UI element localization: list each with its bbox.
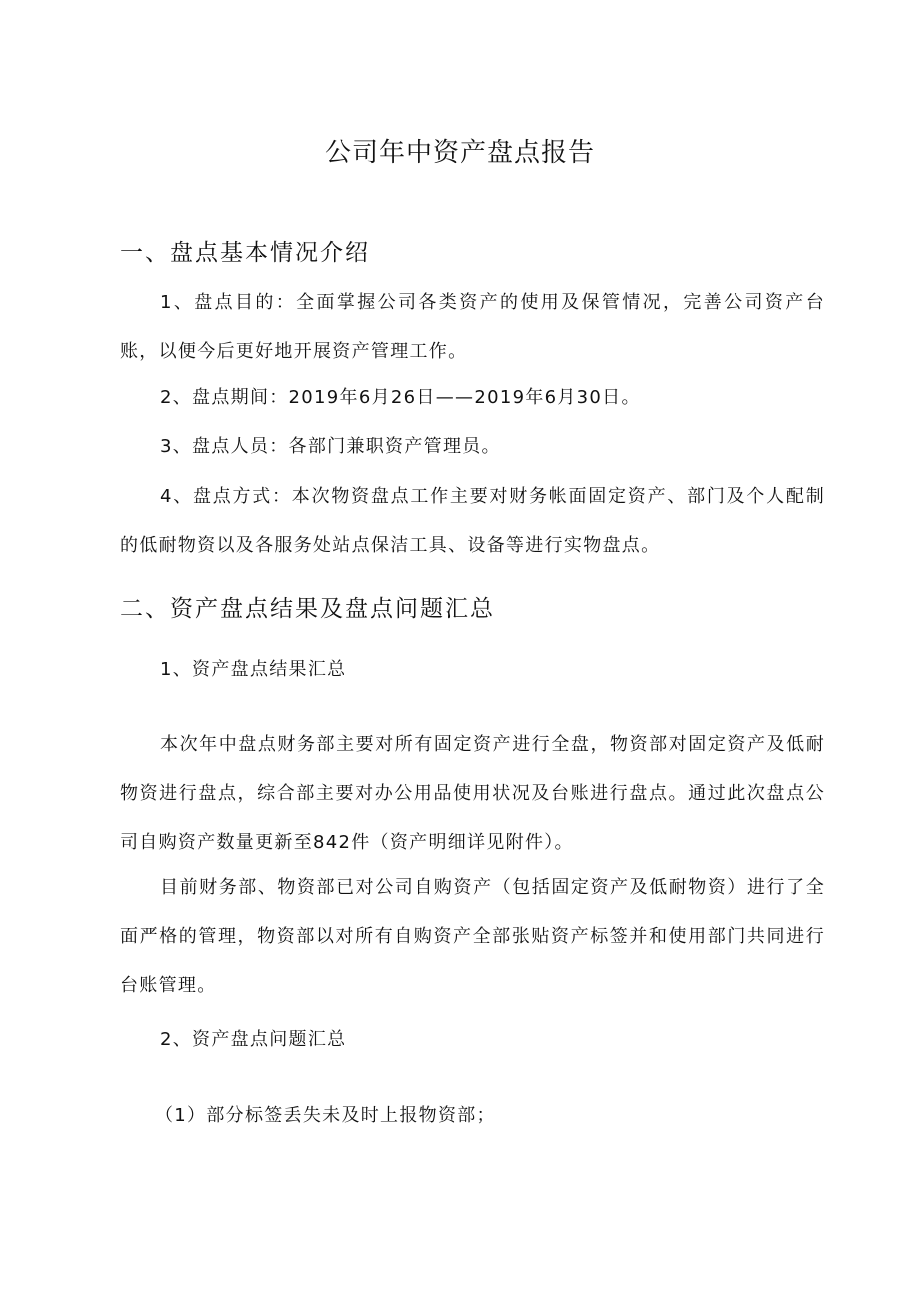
section-2-heading: 二、资产盘点结果及盘点问题汇总 [120, 596, 495, 622]
method-paragraph: 4、盘点方式：本次物资盘点工作主要对财务帐面固定资产、部门及个人配制的低耐物资以及各服务处站点保洁工具、设备等进行实物盘点。 [120, 486, 825, 556]
issues-subheading: 2、资产盘点问题汇总 [160, 1029, 347, 1050]
staff-paragraph: 3、盘点人员：各部门兼职资产管理员。 [160, 436, 501, 457]
management-paragraph: 目前财务部、物资部已对公司自购资产（包括固定资产及低耐物资）进行了全面严格的管理，物资部以对所有自购资产全部张贴资产标签并和使用部门共同进行台账管理。 [120, 877, 825, 996]
period-paragraph: 2、盘点期间：2019年6月26日——2019年6月30日。 [160, 387, 641, 408]
purpose-paragraph: 1、盘点目的：全面掌握公司各类资产的使用及保管情况，完善公司资产台账，以便今后更好地开展资产管理工作。 [120, 292, 825, 362]
document-title: 公司年中资产盘点报告 [324, 138, 595, 168]
results-subheading: 1、资产盘点结果汇总 [160, 659, 347, 680]
results-paragraph: 本次年中盘点财务部主要对所有固定资产进行全盘，物资部对固定资产及低耐物资进行盘点，综合部主要对办公用品使用状况及台账进行盘点。通过此次盘点公司自购资产数量更新至842件（资产明细详见附件）。 [120, 734, 825, 853]
section-1-heading: 一、盘点基本情况介绍 [120, 240, 370, 266]
issue-item-1: （1）部分标签丢失未及时上报物资部； [155, 1105, 496, 1126]
